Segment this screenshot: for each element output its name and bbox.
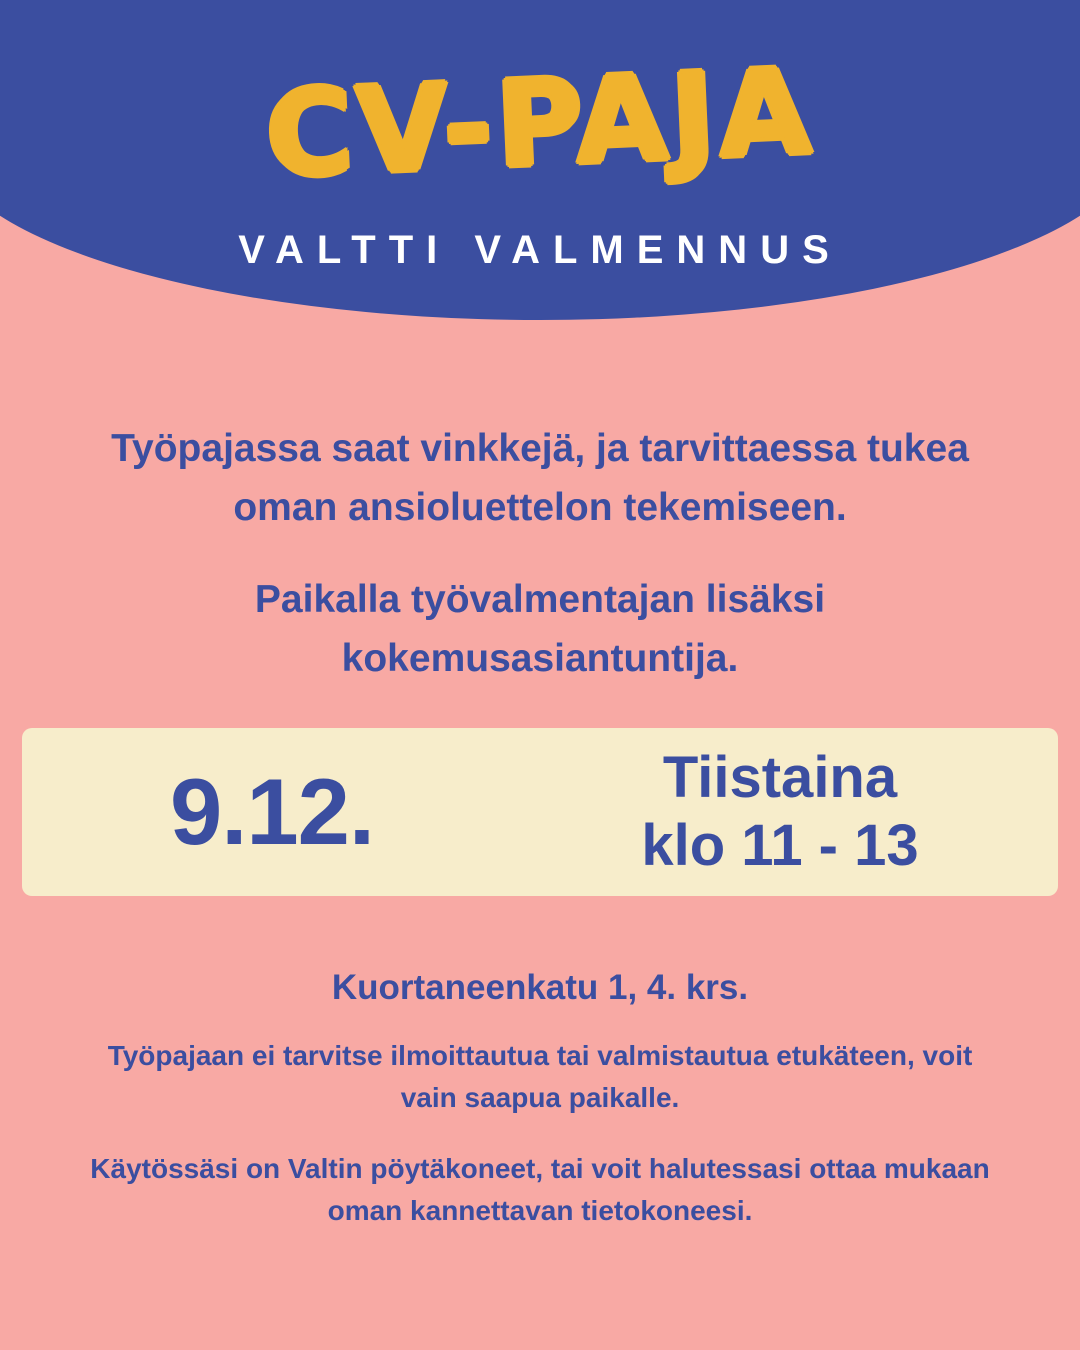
date-time-band	[22, 728, 1058, 896]
event-address: Kuortaneenkatu 1, 4. krs.	[331, 968, 749, 1007]
title-wrapper	[0, 42, 1080, 204]
lead-paragraphs	[60, 420, 1020, 688]
event-date: 9.12.	[169, 759, 375, 864]
page-title: CV-PAJA	[262, 42, 817, 204]
event-weekday: Tiistaina	[662, 744, 898, 810]
equipment-note: Käytössäsi on Valtin pöytäkoneet, tai voit halutessasi ottaa mukaan oman kannettavan tietokoneesi.	[90, 1153, 990, 1226]
header-banner	[0, 0, 1080, 340]
lead-line-2: Paikalla työvalmentajan lisäksi kokemusasiantuntija.	[254, 578, 826, 680]
event-time: klo 11 - 13	[641, 813, 919, 878]
event-time-block	[522, 744, 1058, 881]
registration-note: Työpajaan ei tarvitse ilmoittautua tai valmistautua etukäteen, voit vain saapua paikalle.	[107, 1040, 973, 1113]
lead-line-1: Työpajassa saat vinkkejä, ja tarvittaessa tukea oman ansioluettelon tekemiseen.	[111, 427, 969, 529]
page-subtitle: VALTTI VALMENNUS	[238, 228, 842, 272]
